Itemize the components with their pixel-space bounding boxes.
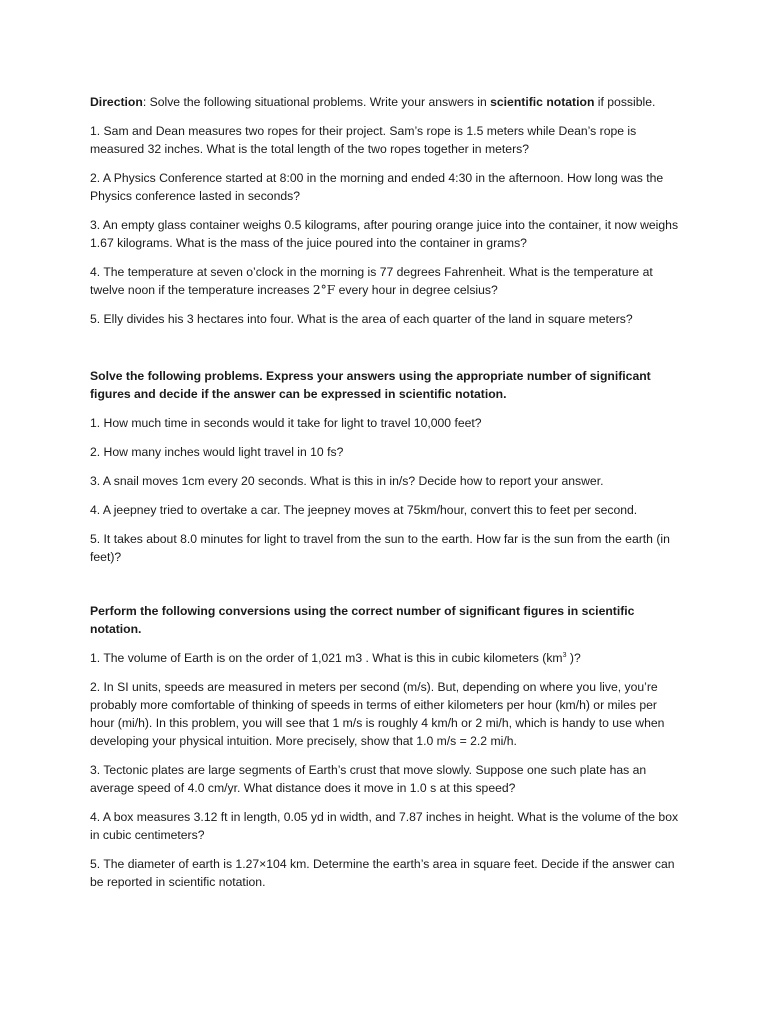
section3-heading: Perform the following conversions using the correct number of significant figures in scientific notation. (90, 604, 635, 636)
direction-label: Direction (90, 95, 143, 109)
worksheet-page (90, 93, 682, 902)
section-spacer (90, 339, 682, 367)
section3-item-1-text: 1. The volume of Earth is on the order of 1,021 m3 . What is this in cubic kilometers (km (90, 651, 563, 665)
section2-item-5: 5. It takes about 8.0 minutes for light to travel from the sun to the earth. How far is the sun from the earth (in feet)? (90, 532, 670, 564)
section1-item-4-text: 4. The temperature at seven o’clock in the morning is 77 degrees Fahrenheit. What is the temperature at twelve noon if the temperature increases (90, 265, 653, 297)
direction-emphasis: scientific notation (490, 95, 595, 109)
section3-item-1-text-end: )? (566, 651, 581, 665)
section3-item-5: 5. The diameter of earth is 1.27×104 km. Determine the earth’s area in square feet. Decide if the answer can be reported in scientific notation. (90, 857, 675, 889)
section-spacer (90, 577, 682, 602)
section3-item-2: 2. In SI units, speeds are measured in meters per second (m/s). But, depending on where you live, you’re probably more comfortable of thinking of speeds in terms of either kilometers per hour (km/h) or miles per hour (mi/h). In this problem, you will see that 1 m/s is roughly 4 km/h or 2 mi/h, which is handy to use when developing your physical intuition. More precisely, show that 1.0 m/s = 2.2 mi/h. (90, 680, 665, 748)
section2-heading: Solve the following problems. Express your answers using the appropriate number of significant figures and decide if the answer can be expressed in scientific notation. (90, 369, 651, 401)
section1-item-1: 1. Sam and Dean measures two ropes for their project. Sam’s rope is 1.5 meters while Dean’s rope is measured 32 inches. What is the total length of the two ropes together in meters? (90, 124, 637, 156)
direction-paragraph (90, 93, 682, 111)
section3-item-3: 3. Tectonic plates are large segments of Earth’s crust that move slowly. Suppose one such plate has an average speed of 4.0 cm/yr. What distance does it move in 1.0 s at this speed? (90, 763, 647, 795)
section1-item-3: 3. An empty glass container weighs 0.5 kilograms, after pouring orange juice into the container, it now weighs 1.67 kilograms. What is the mass of the juice poured into the container in grams? (90, 218, 679, 250)
section1-item-4 (90, 263, 682, 299)
section1-item-5: 5. Elly divides his 3 hectares into four. What is the area of each quarter of the land in square meters? (90, 312, 633, 326)
section3-item-1 (90, 649, 682, 667)
section2-item-3: 3. A snail moves 1cm every 20 seconds. What is this in in/s? Decide how to report your answer. (90, 474, 604, 488)
section2-item-4: 4. A jeepney tried to overtake a car. The jeepney moves at 75km/hour, convert this to feet per second. (90, 503, 638, 517)
section2-item-1: 1. How much time in seconds would it take for light to travel 10,000 feet? (90, 416, 482, 430)
section1-item-4-text-end: every hour in degree celsius? (335, 283, 498, 297)
section3-item-4: 4. A box measures 3.12 ft in length, 0.05 yd in width, and 7.87 inches in height. What is the volume of the box in cubic centimeters? (90, 810, 679, 842)
temperature-increase-symbol: 2°F (312, 283, 336, 297)
section1-item-2: 2. A Physics Conference started at 8:00 in the morning and ended 4:30 in the afternoon. How long was the Physics conference lasted in seconds? (90, 171, 664, 203)
direction-text-end: if possible. (594, 95, 656, 109)
section2-item-2: 2. How many inches would light travel in 10 fs? (90, 445, 344, 459)
direction-text: : Solve the following situational problems. Write your answers in (142, 95, 491, 109)
cubic-superscript: 3 (562, 652, 567, 659)
